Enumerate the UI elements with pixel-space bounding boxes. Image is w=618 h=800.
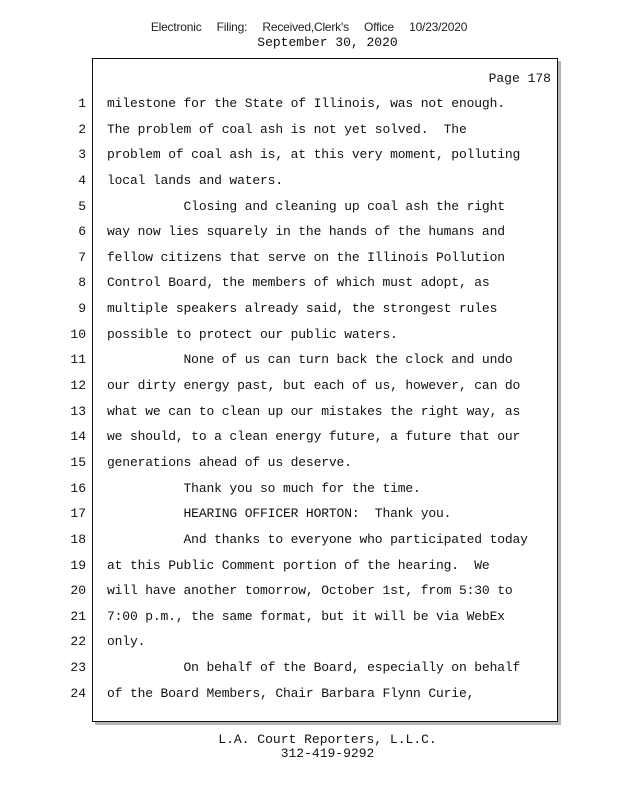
line-number: 14 <box>70 429 86 445</box>
line-number: 23 <box>70 660 86 676</box>
page-number: Page 178 <box>488 71 551 86</box>
transcript-line: of the Board Members, Chair Barbara Flynn Curie, <box>107 685 475 701</box>
line-number-column <box>62 91 86 706</box>
line-number: 15 <box>70 454 86 470</box>
transcript-text <box>107 91 547 706</box>
line-number: 10 <box>70 326 86 342</box>
transcript-date: September 30, 2020 <box>257 35 398 50</box>
line-number: 21 <box>70 608 86 624</box>
line-number: 16 <box>70 480 86 496</box>
line-number: 8 <box>78 275 86 291</box>
transcript-line: only. <box>107 634 146 650</box>
line-number: 5 <box>78 198 86 214</box>
line-number: 17 <box>70 506 86 522</box>
transcript-line: fellow citizens that serve on the Illinois Pollution <box>107 249 505 265</box>
footer-phone: 312-419-9292 <box>280 746 375 761</box>
line-number: 6 <box>78 224 86 240</box>
stamp-received: Received,Clerk's <box>262 20 349 34</box>
line-number: 22 <box>70 634 86 650</box>
transcript-line: generations ahead of us deserve. <box>107 454 352 470</box>
line-number: 13 <box>70 403 86 419</box>
line-number: 18 <box>70 531 86 547</box>
filing-stamp <box>0 20 618 34</box>
transcript-line: possible to protect our public waters. <box>107 326 398 342</box>
line-number: 1 <box>78 96 86 111</box>
transcript-line: our dirty energy past, but each of us, however, can do <box>107 378 521 394</box>
transcript-line: local lands and waters. <box>107 172 283 188</box>
line-number: 12 <box>70 378 86 394</box>
stamp-electronic: Electronic <box>150 20 202 34</box>
transcript-line: On behalf of the Board, especially on behalf <box>107 660 521 676</box>
transcript-line: at this Public Comment portion of the hearing. We <box>107 557 490 573</box>
transcript-line: multiple speakers already said, the strongest rules <box>107 301 498 317</box>
line-number: 11 <box>70 352 86 368</box>
line-number: 19 <box>70 557 86 573</box>
transcript-line: milestone for the State of Illinois, was not enough. <box>107 96 505 111</box>
transcript-line: we should, to a clean energy future, a future that our <box>107 429 521 445</box>
transcript-line: None of us can turn back the clock and undo <box>107 352 513 368</box>
transcript-line: And thanks to everyone who participated today <box>107 531 528 547</box>
transcript-line: way now lies squarely in the hands of the humans and <box>107 224 505 240</box>
line-number: 24 <box>70 685 86 701</box>
transcript-line: Closing and cleaning up coal ash the right <box>107 198 505 214</box>
stamp-filing: Filing: <box>216 20 248 34</box>
transcript-line: Thank you so much for the time. <box>107 480 421 496</box>
transcript-line: HEARING OFFICER HORTON: Thank you. <box>107 506 452 522</box>
transcript-line: Control Board, the members of which must adopt, as <box>107 275 490 291</box>
line-number: 2 <box>78 121 86 137</box>
transcript-line: what we can to clean up our mistakes the right way, as <box>107 403 521 419</box>
stamp-office: Office <box>364 20 394 34</box>
line-number: 3 <box>78 147 86 163</box>
line-number: 7 <box>78 249 86 265</box>
transcript-line: The problem of coal ash is not yet solved. The <box>107 121 467 137</box>
footer <box>0 733 618 761</box>
transcript-line: will have another tomorrow, October 1st, from 5:30 to <box>107 583 513 599</box>
transcript-line: 7:00 p.m., the same format, but it will be via WebEx <box>107 608 505 624</box>
transcript-line: problem of coal ash is, at this very moment, polluting <box>107 147 521 163</box>
line-number: 20 <box>70 583 86 599</box>
line-number: 4 <box>78 172 86 188</box>
stamp-date: 10/23/2020 <box>409 20 468 34</box>
footer-company: L.A. Court Reporters, L.L.C. <box>218 732 437 747</box>
line-number: 9 <box>78 301 86 317</box>
